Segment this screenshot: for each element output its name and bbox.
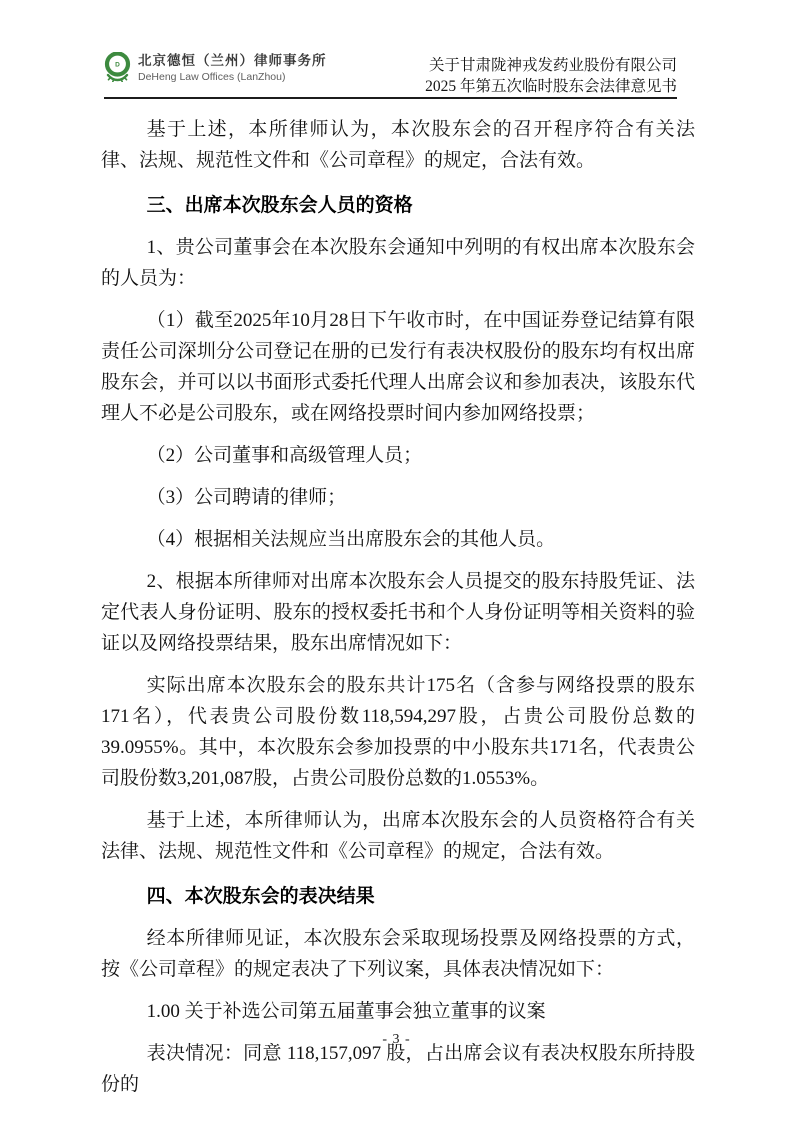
body-paragraph: 基于上述，本所律师认为，本次股东会的召开程序符合有关法律、法规、规范性文件和《公司章程》的规定，合法有效。: [101, 119, 695, 171]
body-paragraph: 2、根据本所律师对出席本次股东会人员提交的股东持股凭证、法定代表人身份证明、股东的授权委托书和个人身份证明等相关资料的验证以及网络投票结果，股东出席情况如下：: [101, 571, 695, 654]
deheng-logo-icon: [104, 52, 131, 82]
section-heading: 四、本次股东会的表决结果: [146, 886, 375, 907]
body-paragraph: （1）截至2025年10月28日下午收市时，在中国证券登记结算有限责任公司深圳分公司登记在册的已发行有表决权股份的股东均有权出席股东会，并可以以书面形式委托代理人出席会议和参加表决，该股东代理人不必是公司股东，或在网络投票时间内参加网络投票；: [101, 310, 695, 424]
body-paragraph: （3）公司聘请的律师；: [146, 487, 347, 508]
section-heading: 三、出席本次股东会人员的资格: [146, 195, 413, 216]
firm-name-english: DeHeng Law Offices (LanZhou): [138, 71, 286, 83]
body-paragraph: 1.00 关于补选公司第五届董事会独立董事的议案: [146, 1001, 546, 1022]
body-paragraph: 1、贵公司董事会在本次股东会通知中列明的有权出席本次股东会的人员为：: [101, 237, 695, 289]
law-firm-identity: [104, 52, 327, 84]
document-header: [104, 52, 677, 97]
body-paragraph: 基于上述，本所律师认为，出席本次股东会的人员资格符合有关法律、法规、规范性文件和《公司章程》的规定，合法有效。: [101, 810, 695, 862]
firm-name-chinese: 北京德恒（兰州）律师事务所: [138, 53, 327, 68]
body-paragraph: （4）根据相关法规应当出席股东会的其他人员。: [146, 529, 556, 550]
doc-ref-line1: 关于甘肃陇神戎发药业股份有限公司: [428, 57, 677, 74]
page-number: - 3 -: [382, 1032, 411, 1047]
svg-text:D: D: [115, 61, 120, 69]
header-divider: [104, 97, 677, 99]
body-paragraph: 实际出席本次股东会的股东共计175名（含参与网络投票的股东171名），代表贵公司股份数118,594,297股，占贵公司股份总数的39.0955%。其中，本次股东会参加投票的中小股东共171名，代表贵公司股份数3,201,087股，占贵公司股份总数的1.0553%。: [101, 675, 695, 789]
body-paragraph: （2）公司董事和高级管理人员；: [146, 445, 423, 466]
body-paragraph: 表决情况：同意 118,157,097 股，占出席会议有表决权股东所持股份的: [101, 1043, 695, 1095]
doc-ref-line2: 2025 年第五次临时股东会法律意见书: [425, 78, 677, 95]
body-paragraph: 经本所律师见证，本次股东会采取现场投票及网络投票的方式，按《公司章程》的规定表决了下列议案，具体表决情况如下：: [101, 928, 695, 980]
document-reference: [425, 52, 677, 97]
document-body: [101, 106, 695, 1100]
